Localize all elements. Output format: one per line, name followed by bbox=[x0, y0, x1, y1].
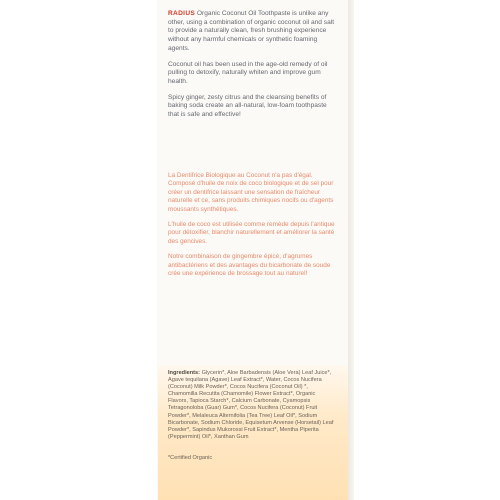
certified-organic-note: *Certified Organic bbox=[168, 455, 213, 461]
french-paragraph-3: Notre combinaison de gingembre épicé, d'agrumes antibactériens et des avantages du bicarbonate de soude crée une expérience de brossage tout au naturel! bbox=[168, 253, 331, 278]
english-paragraph-1-text: Organic Coconut Oil Toothpaste is unlike any other, using a combination of organic coconut oil and salt to provide a naturally clean, fresh brushing experience without any harmful chemicals or synthetic foaming agents. bbox=[168, 10, 335, 52]
ingredients-list bbox=[168, 370, 336, 441]
english-description bbox=[168, 10, 336, 127]
ingredients-text: Glycerin*, Aloe Barbadensis (Aloe Vera) Leaf Juice*, Agave tequilana (Agave) Leaf Extract*, Water, Cocos Nucifera (Coconut) Milk Powder*, Cocos Nucifera (Coconut Oil) *, Chamomilla Recutita (Chamomile) Flower Extract*, Organic Flavors, Tapioca Starch*, Calcium Carbonate, Cyamopsis Tetragonoloba (Guar) Gum*, Cocos Nucifera (Coconut) Fruit Powder*, Melaleuca Alternifolia (Tea Tree) Leaf Oil*, Sodium Bicarbonate, Sodium Chloride, Equisetum Arvense (Horsetail) Leaf Powder*, Sapindus Mukorossi Fruit Extract*, Mentha Piperita (Peppermint) Oil*, Xanthan Gum bbox=[168, 370, 334, 440]
french-paragraph-2: L'huile de coco est utilisée comme remède depuis l'antique pour détoxifier, blanchir naturellement et améliorer la santé des gencives. bbox=[168, 221, 335, 245]
brand-name: RADIUS bbox=[168, 10, 196, 17]
english-paragraph-1 bbox=[168, 10, 336, 54]
box-edge bbox=[348, 0, 354, 500]
french-description bbox=[168, 172, 336, 285]
toothpaste-box-side-panel bbox=[158, 0, 348, 500]
english-paragraph-2: Coconut oil has been used in the age-old remedy of oil pulling to detoxify, naturally whiten and improve gum health. bbox=[168, 60, 328, 85]
ingredients-label: Ingredients: bbox=[168, 370, 201, 376]
french-paragraph-1: La Dentifrice Biologique au Coconut n'a pas d'égal. Composé d'huile de noix de coco biologique et de sel pour créer un dentifrice laissant une sensation de fraîcheur naturelle et ce, sans produits chimiques nocifs ou d'agents moussants synthétiques. bbox=[168, 172, 334, 213]
english-paragraph-3: Spicy ginger, zesty citrus and the cleansing benefits of baking soda create an all-natural, low-foam toothpaste that is safe and effective! bbox=[168, 93, 327, 119]
